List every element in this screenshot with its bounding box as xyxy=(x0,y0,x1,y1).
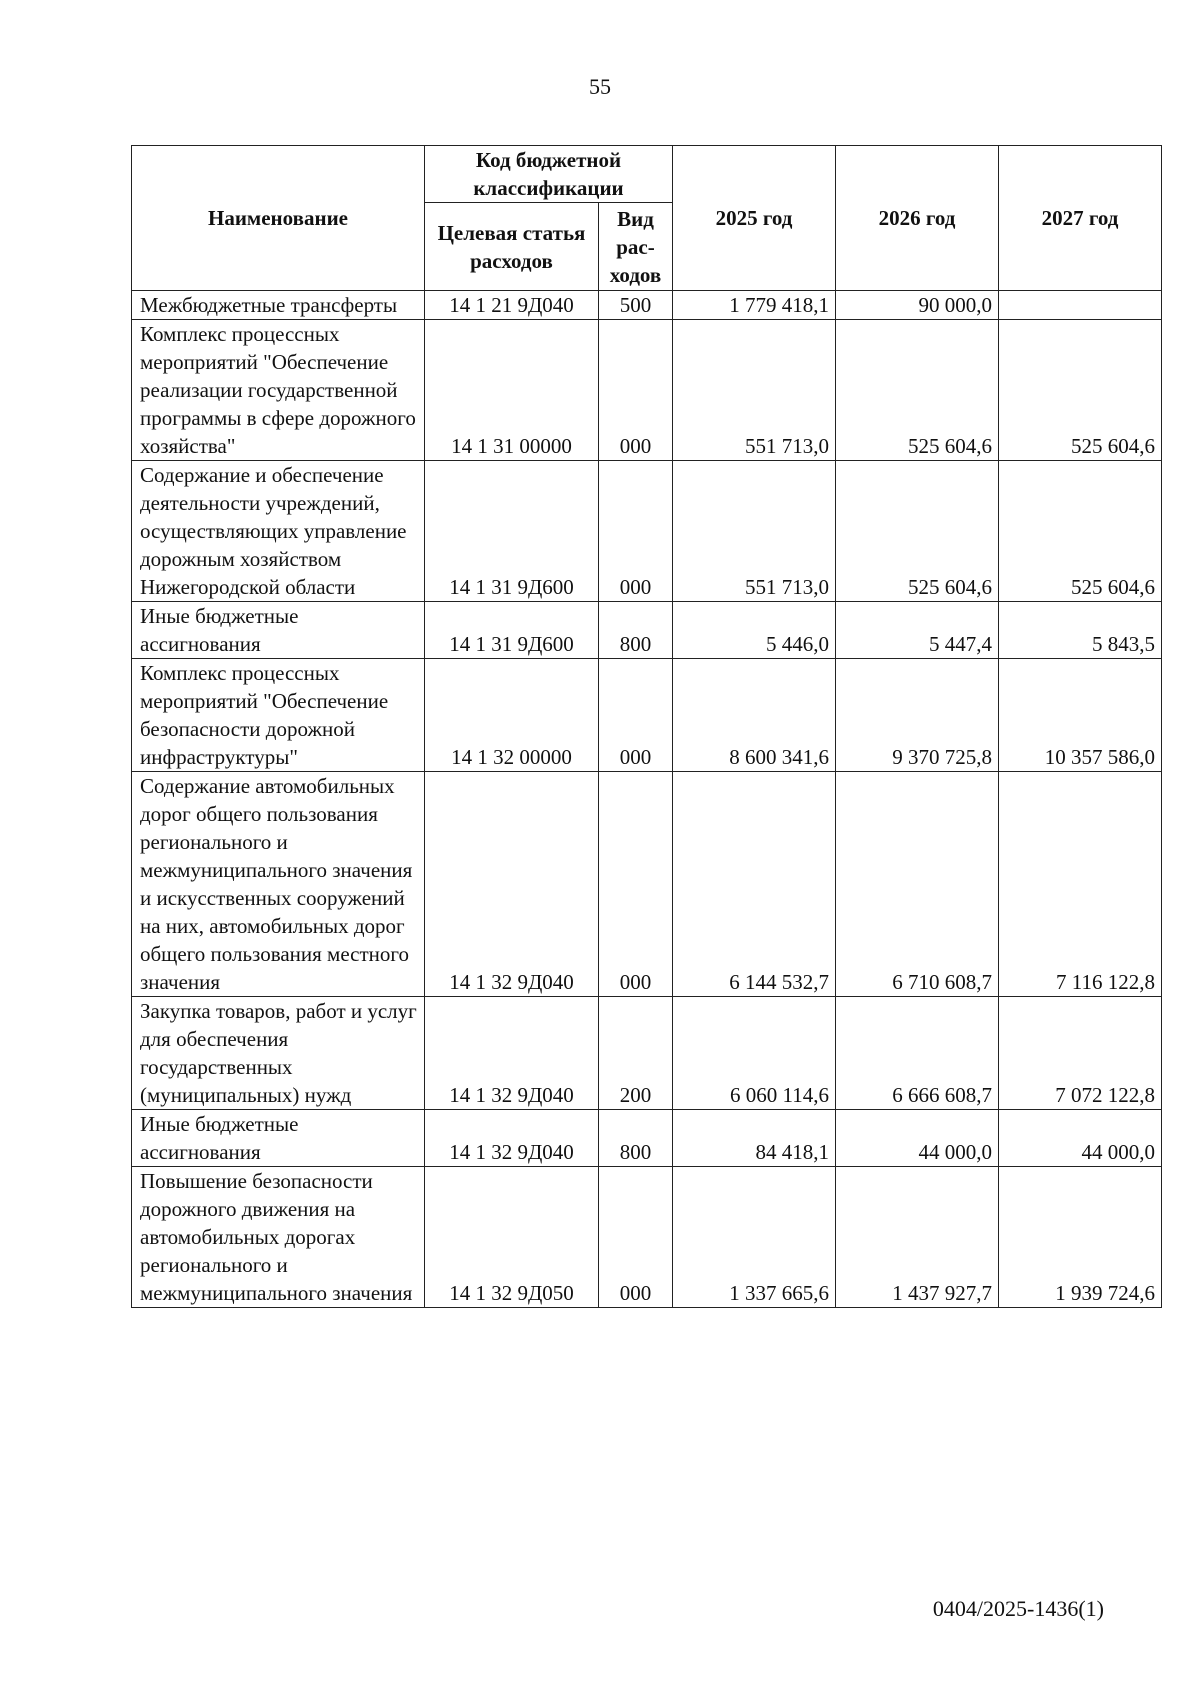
header-2027: 2027 год xyxy=(999,146,1162,291)
table-row xyxy=(132,1110,1162,1167)
row-value-2027: 5 843,5 xyxy=(999,602,1162,659)
row-value-2026: 6 666 608,7 xyxy=(836,997,999,1110)
row-value-2027: 525 604,6 xyxy=(999,461,1162,602)
row-name: Иные бюджетные ассигнования xyxy=(132,1110,425,1167)
row-name: Межбюджетные трансферты xyxy=(132,291,425,320)
document-id: 0404/2025-1436(1) xyxy=(932,1596,1104,1621)
row-value-2027: 10 357 586,0 xyxy=(999,659,1162,772)
row-value-2025: 6 060 114,6 xyxy=(673,997,836,1110)
row-name: Комплекс процессных мероприятий "Обеспечение безопасности дорожной инфраструктуры" xyxy=(132,659,425,772)
row-kind-code: 000 xyxy=(599,1167,673,1308)
row-kind-code: 200 xyxy=(599,997,673,1110)
row-target-code: 14 1 31 00000 xyxy=(425,320,599,461)
header-2026: 2026 год xyxy=(836,146,999,291)
row-value-2025: 84 418,1 xyxy=(673,1110,836,1167)
header-2025: 2025 год xyxy=(673,146,836,291)
row-value-2025: 8 600 341,6 xyxy=(673,659,836,772)
row-value-2026: 1 437 927,7 xyxy=(836,1167,999,1308)
row-value-2027: 1 939 724,6 xyxy=(999,1167,1162,1308)
page-number: 55 xyxy=(589,74,611,99)
row-value-2027: 7 072 122,8 xyxy=(999,997,1162,1110)
row-value-2027: 525 604,6 xyxy=(999,320,1162,461)
header-name: Наименование xyxy=(132,146,425,291)
row-value-2025: 551 713,0 xyxy=(673,320,836,461)
header-code-group: Код бюджетной классификации xyxy=(425,146,673,203)
row-target-code: 14 1 31 9Д600 xyxy=(425,602,599,659)
row-name: Иные бюджетные ассигнования xyxy=(132,602,425,659)
row-name: Комплекс процессных мероприятий "Обеспечение реализации государственной программы в сфере дорожного хозяйства" xyxy=(132,320,425,461)
table-row xyxy=(132,602,1162,659)
row-name: Содержание автомобильных дорог общего пользования регионального и межмуниципального значения и искусственных сооружений на них, автомобильных дорог общего пользования местного значения xyxy=(132,772,425,997)
row-target-code: 14 1 21 9Д040 xyxy=(425,291,599,320)
table-row xyxy=(132,997,1162,1110)
header-target: Целевая статья расходов xyxy=(425,203,599,291)
row-kind-code: 000 xyxy=(599,461,673,602)
row-name: Закупка товаров, работ и услуг для обеспечения государственных (муниципальных) нужд xyxy=(132,997,425,1110)
table-header xyxy=(132,146,1162,291)
row-kind-code: 000 xyxy=(599,320,673,461)
row-value-2026: 44 000,0 xyxy=(836,1110,999,1167)
row-kind-code: 800 xyxy=(599,1110,673,1167)
row-name: Повышение безопасности дорожного движения на автомобильных дорогах регионального и межмуниципального значения xyxy=(132,1167,425,1308)
row-value-2026: 525 604,6 xyxy=(836,320,999,461)
row-kind-code: 800 xyxy=(599,602,673,659)
row-value-2026: 6 710 608,7 xyxy=(836,772,999,997)
row-kind-code: 000 xyxy=(599,772,673,997)
row-kind-code: 000 xyxy=(599,659,673,772)
row-value-2025: 5 446,0 xyxy=(673,602,836,659)
header-kind: Вид рас-ходов xyxy=(599,203,673,291)
row-value-2026: 9 370 725,8 xyxy=(836,659,999,772)
row-target-code: 14 1 32 9Д040 xyxy=(425,1110,599,1167)
table-body xyxy=(132,291,1162,1308)
row-value-2025: 1 779 418,1 xyxy=(673,291,836,320)
table-row xyxy=(132,772,1162,997)
row-value-2025: 551 713,0 xyxy=(673,461,836,602)
table-row xyxy=(132,1167,1162,1308)
table-row xyxy=(132,659,1162,772)
row-kind-code: 500 xyxy=(599,291,673,320)
row-value-2027: 7 116 122,8 xyxy=(999,772,1162,997)
row-name: Содержание и обеспечение деятельности учреждений, осуществляющих управление дорожным хозяйством Нижегородской области xyxy=(132,461,425,602)
row-target-code: 14 1 31 9Д600 xyxy=(425,461,599,602)
budget-table xyxy=(131,145,1162,1308)
row-target-code: 14 1 32 9Д040 xyxy=(425,997,599,1110)
row-value-2027 xyxy=(999,291,1162,320)
table-row xyxy=(132,461,1162,602)
row-target-code: 14 1 32 9Д050 xyxy=(425,1167,599,1308)
row-value-2025: 6 144 532,7 xyxy=(673,772,836,997)
row-value-2025: 1 337 665,6 xyxy=(673,1167,836,1308)
table-row xyxy=(132,320,1162,461)
row-target-code: 14 1 32 00000 xyxy=(425,659,599,772)
row-value-2026: 525 604,6 xyxy=(836,461,999,602)
row-value-2026: 5 447,4 xyxy=(836,602,999,659)
row-value-2026: 90 000,0 xyxy=(836,291,999,320)
row-value-2027: 44 000,0 xyxy=(999,1110,1162,1167)
row-target-code: 14 1 32 9Д040 xyxy=(425,772,599,997)
table-row xyxy=(132,291,1162,320)
